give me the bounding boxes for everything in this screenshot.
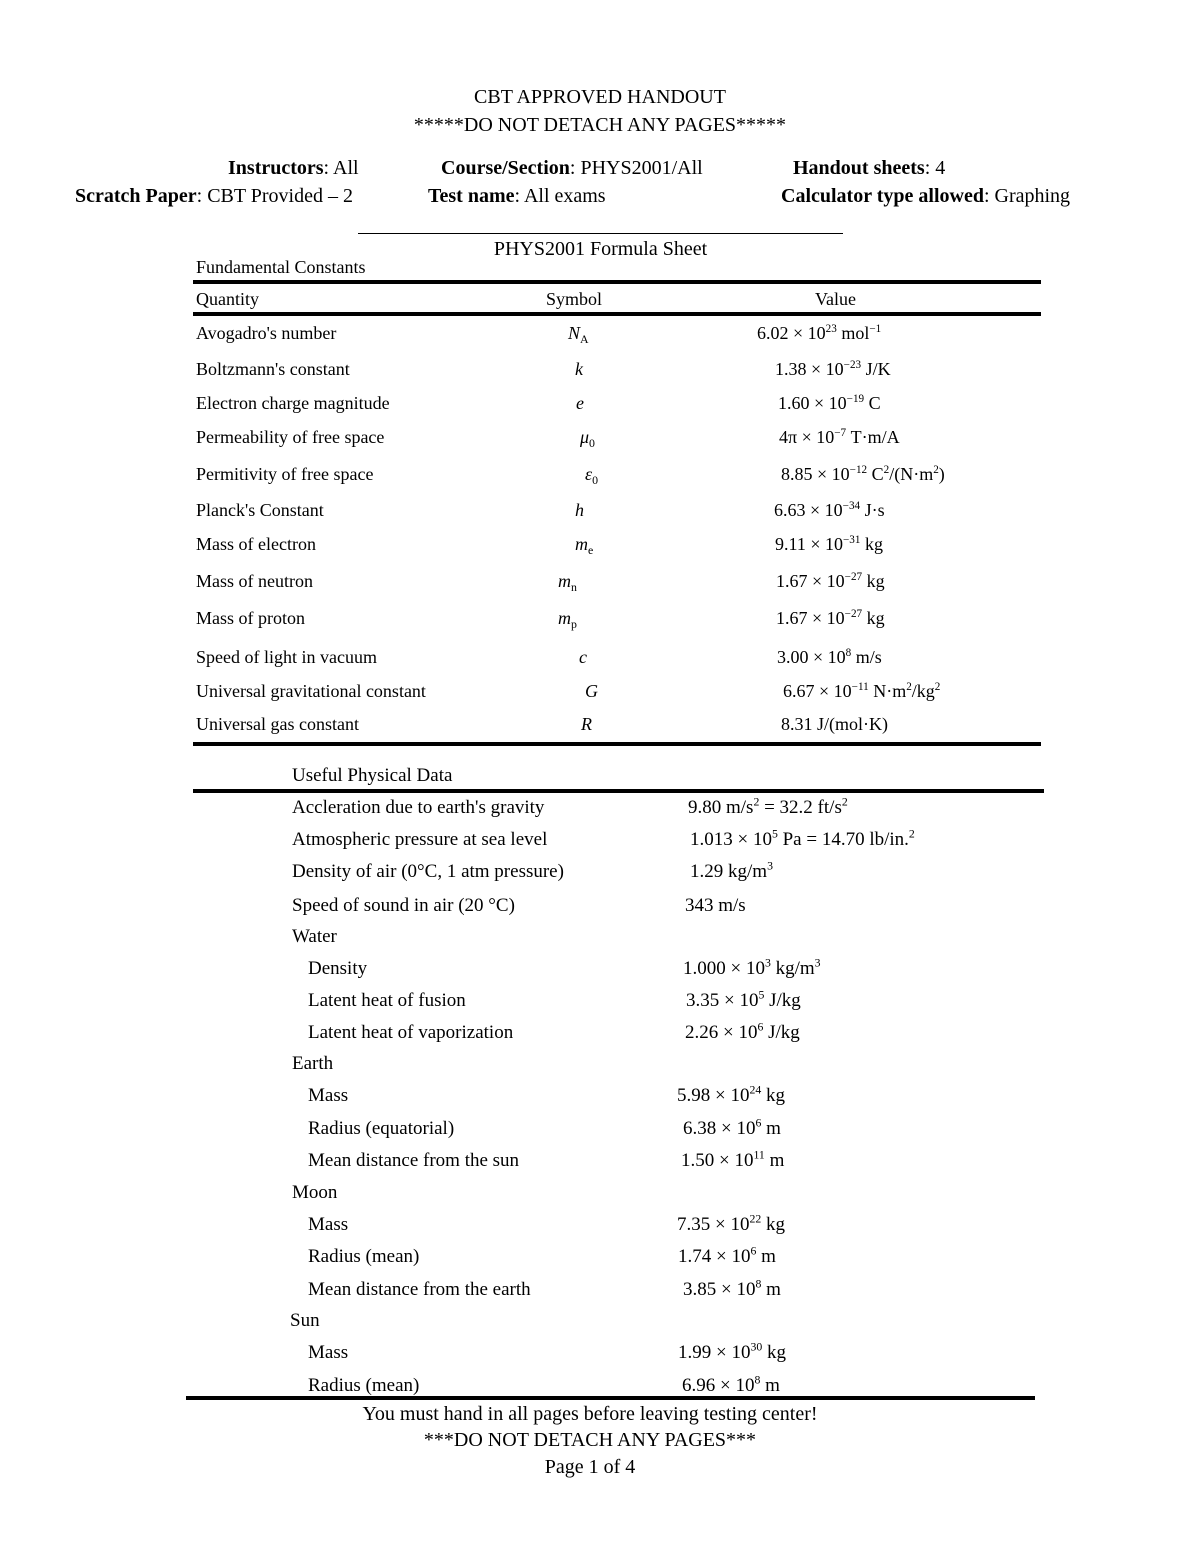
sheets-field: Handout sheets: 4 [793, 157, 946, 179]
value-mantissa: 9.11 × 10 [775, 534, 843, 554]
constants-heading: Fundamental Constants [196, 257, 366, 277]
value-part-b: J/kg [763, 1022, 800, 1043]
value-part-a: 7.35 × 10 [677, 1214, 750, 1235]
useful-value [678, 1342, 786, 1364]
useful-label: Accleration due to earth's gravity [292, 797, 545, 818]
calc-value: Graphing [994, 185, 1071, 207]
title-separator [358, 233, 843, 234]
useful-label: Earth [292, 1053, 334, 1074]
value-part-a: 5.98 × 10 [677, 1085, 750, 1106]
unit-exponent-2: 2 [933, 463, 939, 476]
symbol-letter: m [558, 571, 571, 591]
value-part-a: 1.50 × 10 [681, 1150, 754, 1171]
useful-value [690, 861, 773, 883]
constant-symbol [576, 393, 584, 414]
constant-quantity: Electron charge magnitude [196, 393, 390, 413]
value-exponent: −12 [849, 463, 868, 476]
useful-bottom-rule [186, 1396, 1035, 1400]
calc-label: Calculator type allowed [781, 185, 984, 207]
value-part-a: 1.99 × 10 [678, 1342, 751, 1363]
useful-label: Speed of sound in air (20 °C) [292, 895, 515, 916]
value-mantissa: 1.67 × 10 [776, 608, 845, 628]
value-unit: J·s [864, 500, 885, 520]
constant-quantity: Mass of neutron [196, 571, 313, 591]
value-exponent: −34 [842, 499, 861, 512]
col-quantity: Quantity [196, 289, 259, 309]
value-part-a: 9.80 m/s [688, 797, 754, 818]
useful-label: Radius (mean) [308, 1375, 420, 1396]
value-unit: kg [866, 608, 885, 628]
page-number: Page 1 of 4 [544, 1456, 636, 1478]
value-part-b: m [756, 1246, 776, 1267]
constant-quantity: Universal gravitational constant [196, 681, 426, 701]
value-exponent: −23 [843, 358, 862, 371]
value-sup-a: 6 [757, 1020, 764, 1034]
value-mantissa: 1.38 × 10 [775, 359, 844, 379]
useful-label: Water [292, 926, 337, 947]
constant-value [783, 681, 940, 702]
useful-label: Radius (equatorial) [308, 1118, 455, 1139]
useful-label: Mass [308, 1214, 349, 1235]
course-field: Course/Section: PHYS2001/All [441, 157, 703, 179]
value-unit-rest: /kg [911, 681, 935, 701]
value-unit: mol [841, 323, 870, 343]
constant-quantity: Planck's Constant [196, 500, 324, 520]
constant-quantity: Permeability of free space [196, 427, 385, 447]
value-part-a: 1.29 kg/m [690, 861, 768, 882]
handout-title: CBT APPROVED HANDOUT [474, 86, 726, 108]
useful-value [683, 1279, 781, 1301]
value-sup-b: 2 [908, 827, 915, 841]
scratch-field: Scratch Paper: CBT Provided – 2 [75, 185, 353, 207]
value-mantissa: 8.31 J/(mol·K) [781, 714, 888, 734]
course-label: Course/Section [441, 157, 570, 179]
useful-label: Latent heat of vaporization [308, 1022, 514, 1043]
useful-label: Density of air (0°C, 1 atm pressure) [292, 861, 564, 882]
value-unit: C [871, 464, 884, 484]
constant-quantity: Universal gas constant [196, 714, 359, 734]
handout-warning: *****DO NOT DETACH ANY PAGES***** [413, 114, 787, 136]
constant-symbol [585, 681, 598, 702]
value-sup-a: 8 [754, 1373, 761, 1387]
useful-label: Sun [290, 1310, 320, 1331]
value-part-a: 1.000 × 10 [683, 958, 765, 979]
value-sup-a: 24 [749, 1083, 762, 1097]
scratch-value: CBT Provided – 2 [207, 185, 353, 207]
instructors-field: Instructors: All [228, 157, 359, 179]
value-sup-a: 6 [755, 1116, 762, 1130]
useful-label: Mass [308, 1085, 349, 1106]
symbol-subscript: A [580, 332, 589, 347]
symbol-letter: m [575, 534, 588, 554]
footer-notice: You must hand in all pages before leaving testing center! [362, 1403, 818, 1425]
constant-symbol [585, 464, 599, 488]
constant-value [778, 393, 881, 414]
useful-value [682, 1375, 780, 1397]
useful-label: Moon [292, 1182, 338, 1203]
scratch-label: Scratch Paper [75, 185, 197, 207]
useful-value [677, 1085, 785, 1107]
constant-quantity: Speed of light in vacuum [196, 647, 377, 667]
value-mantissa: 6.63 × 10 [774, 500, 843, 520]
value-part-b: kg/m [770, 958, 815, 979]
value-part-a: 6.38 × 10 [683, 1118, 756, 1139]
value-exponent: 8 [845, 646, 852, 659]
constants-top-rule [193, 280, 1041, 284]
useful-label: Mean distance from the earth [308, 1279, 531, 1300]
constant-value [775, 359, 891, 380]
value-sup-a: 6 [750, 1244, 757, 1258]
instructors-label: Instructors [228, 157, 324, 179]
value-unit: m/s [855, 647, 882, 667]
constant-value [774, 500, 885, 521]
col-value: Value [815, 289, 856, 309]
useful-label: Atmospheric pressure at sea level [292, 829, 548, 850]
value-exponent: −27 [844, 570, 863, 583]
value-part-b: kg [761, 1085, 785, 1106]
value-mantissa: 4π × 10 [779, 427, 835, 447]
constant-symbol [580, 427, 595, 451]
value-unit-rest: /(N·m [889, 464, 934, 484]
value-mantissa: 1.67 × 10 [776, 571, 845, 591]
useful-value [685, 1022, 800, 1044]
value-exponent: −19 [846, 392, 865, 405]
calculator-field: Calculator type allowed: Graphing [781, 185, 1071, 207]
useful-heading: Useful Physical Data [292, 765, 453, 786]
constant-symbol [558, 571, 577, 595]
useful-label: Density [308, 958, 368, 979]
value-sup-a: 5 [771, 827, 778, 841]
value-sup-a: 8 [755, 1277, 762, 1291]
symbol-subscript: 0 [592, 473, 599, 488]
useful-value [683, 1118, 781, 1140]
unit-exponent: 2 [906, 680, 912, 693]
value-part-a: 3.35 × 10 [686, 990, 759, 1011]
value-part-b: kg [761, 1214, 785, 1235]
value-part-a: 343 m/s [685, 895, 746, 916]
value-exponent: −27 [844, 607, 863, 620]
value-part-b: m [760, 1375, 780, 1396]
value-exponent: −31 [842, 533, 861, 546]
value-part-b: m [764, 1150, 785, 1171]
unit-exponent-2: 2 [934, 680, 941, 693]
value-sup-b: 3 [814, 956, 821, 970]
symbol-letter: h [575, 500, 584, 520]
symbol-letter: ε [585, 464, 593, 484]
value-exponent: −7 [834, 426, 847, 439]
value-part-b: m [761, 1279, 781, 1300]
value-unit: J/K [865, 359, 891, 379]
symbol-letter: μ [580, 427, 590, 447]
value-unit: T·m/A [850, 427, 900, 447]
value-unit: kg [866, 571, 885, 591]
constant-quantity: Boltzmann's constant [196, 359, 350, 379]
useful-value [690, 829, 915, 851]
value-exponent: 23 [825, 322, 837, 335]
sheets-label: Handout sheets [793, 157, 925, 179]
constant-value [757, 323, 881, 344]
useful-value [686, 990, 801, 1012]
constant-value [781, 714, 888, 735]
unit-exponent: −1 [869, 322, 882, 335]
constant-symbol [575, 534, 594, 558]
value-mantissa: 6.67 × 10 [783, 681, 852, 701]
constant-symbol [568, 323, 589, 347]
value-part-b: Pa = 14.70 lb/in. [777, 829, 909, 850]
value-sup-a: 2 [753, 795, 760, 809]
value-part-a: 6.96 × 10 [682, 1375, 755, 1396]
useful-label: Mean distance from the sun [308, 1150, 520, 1171]
constants-header-rule [193, 312, 1041, 316]
value-sup-a: 22 [749, 1212, 762, 1226]
value-part-a: 1.013 × 10 [690, 829, 772, 850]
symbol-subscript: p [571, 617, 577, 632]
constant-value [776, 571, 885, 592]
useful-value [685, 895, 746, 917]
sheets-value: 4 [935, 157, 946, 179]
col-symbol: Symbol [546, 289, 603, 309]
value-part-a: 2.26 × 10 [685, 1022, 758, 1043]
value-exponent: −11 [851, 680, 869, 693]
value-mantissa: 3.00 × 10 [777, 647, 846, 667]
constant-value [777, 647, 882, 668]
footer-warning: ***DO NOT DETACH ANY PAGES*** [423, 1429, 757, 1451]
value-part-b: m [761, 1118, 781, 1139]
value-unit: kg [864, 534, 883, 554]
constant-quantity: Permitivity of free space [196, 464, 374, 484]
sheet-title: PHYS2001 Formula Sheet [493, 238, 708, 260]
symbol-letter: G [585, 681, 598, 701]
value-sup-a: 11 [753, 1148, 765, 1162]
useful-value [688, 797, 848, 819]
symbol-letter: c [579, 647, 587, 667]
constant-value [779, 427, 900, 448]
useful-value [683, 958, 821, 980]
useful-value [677, 1214, 785, 1236]
constant-symbol [575, 359, 583, 380]
useful-value [681, 1150, 784, 1172]
useful-label: Latent heat of fusion [308, 990, 466, 1011]
constant-value [781, 464, 945, 485]
constant-quantity: Mass of proton [196, 608, 305, 628]
constant-quantity: Avogadro's number [196, 323, 337, 343]
constants-bottom-rule [193, 742, 1041, 746]
test-value: All exams [523, 185, 606, 207]
constant-value [775, 534, 883, 555]
useful-value [678, 1246, 776, 1268]
constant-symbol [581, 714, 592, 735]
value-part-b: = 32.2 ft/s [759, 797, 842, 818]
value-mantissa: 1.60 × 10 [778, 393, 847, 413]
value-part-a: 3.85 × 10 [683, 1279, 756, 1300]
value-sup-a: 30 [750, 1340, 763, 1354]
constant-symbol [575, 500, 584, 521]
useful-label: Mass [308, 1342, 349, 1363]
value-unit: N·m [873, 681, 907, 701]
symbol-letter: N [568, 323, 581, 343]
symbol-letter: R [581, 714, 592, 734]
useful-label: Radius (mean) [308, 1246, 420, 1267]
value-mantissa: 6.02 × 10 [757, 323, 826, 343]
useful-top-rule [193, 789, 1044, 793]
value-part-a: 1.74 × 10 [678, 1246, 751, 1267]
value-sup-b: 2 [841, 795, 848, 809]
value-sup-a: 3 [764, 956, 771, 970]
constant-symbol [579, 647, 587, 668]
value-part-b: kg [762, 1342, 786, 1363]
constant-value [776, 608, 885, 629]
test-field: Test name: All exams [428, 185, 606, 207]
value-unit: C [868, 393, 881, 413]
test-label: Test name [428, 185, 515, 207]
value-part-b: J/kg [764, 990, 801, 1011]
symbol-subscript: 0 [589, 436, 595, 451]
value-mantissa: 8.85 × 10 [781, 464, 850, 484]
symbol-subscript: e [588, 543, 594, 558]
unit-exponent: 2 [883, 463, 890, 476]
constant-quantity: Mass of electron [196, 534, 316, 554]
instructors-value: All [333, 157, 359, 179]
value-sup-a: 5 [758, 988, 765, 1002]
course-value: PHYS2001/All [580, 157, 703, 179]
constant-symbol [558, 608, 577, 632]
symbol-letter: e [576, 393, 584, 413]
symbol-letter: k [575, 359, 583, 379]
symbol-letter: m [558, 608, 571, 628]
value-sup-a: 3 [767, 859, 773, 873]
symbol-subscript: n [571, 580, 577, 595]
value-unit-close: ) [938, 464, 945, 484]
